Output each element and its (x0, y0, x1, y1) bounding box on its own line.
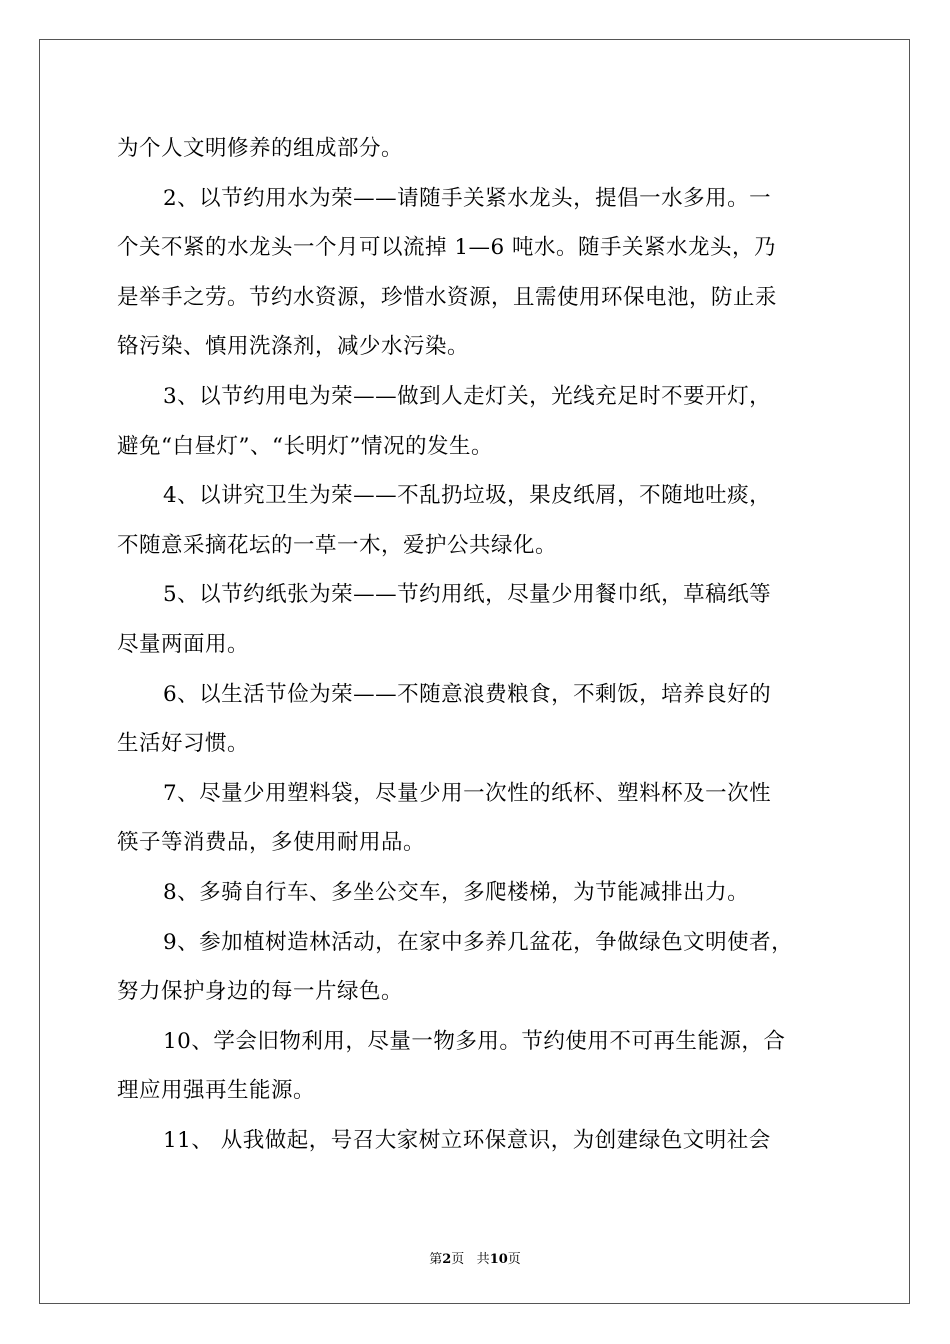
text-line: 2、以节约用水为荣——请随手关紧水龙头，提倡一水多用。一 (163, 185, 772, 211)
page-prefix: 第 (429, 1252, 443, 1267)
page-number: 2 (442, 1252, 452, 1267)
text-line: 理应用强再生能源。 (117, 1078, 316, 1104)
text-line: 3、以节约用电为荣——做到人走灯关，光线充足时不要开灯， (163, 383, 772, 409)
text-line: 5、以节约纸张为荣——节约用纸，尽量少用餐巾纸，草稿纸等 (163, 582, 772, 608)
total-pages: 10 (489, 1252, 508, 1267)
text-line: 8、多骑自行车、多坐公交车，多爬楼梯，为节能减排出力。 (163, 879, 750, 905)
text-line: 6、以生活节俭为荣——不随意浪费粮食，不剩饭，培养良好的 (163, 681, 772, 707)
text-line: 4、以讲究卫生为荣——不乱扔垃圾，果皮纸屑，不随地吐痰， (163, 483, 772, 509)
text-line: 11、 从我做起，号召大家树立环保意识，为创建绿色文明社会 (163, 1127, 771, 1153)
text-line: 不随意采摘花坛的一草一木，爱护公共绿化。 (117, 532, 558, 558)
text-line: 生活好习惯。 (117, 731, 250, 757)
text-line: 是举手之劳。节约水资源，珍惜水资源，且需使用环保电池，防止汞 (117, 284, 778, 310)
text-line: 铬污染、慎用洗涤剂，减少水污染。 (117, 334, 470, 360)
total-prefix: 共 (476, 1252, 490, 1267)
text-line: 7、尽量少用塑料袋，尽量少用一次性的纸杯、塑料杯及一次性 (163, 780, 772, 806)
page-footer (0, 1248, 950, 1267)
text-line: 为个人文明修养的组成部分。 (117, 136, 404, 161)
text-line: 10、学会旧物利用，尽量一物多用。节约使用不可再生能源，合 (163, 1028, 786, 1054)
page-suffix: 页 (451, 1252, 465, 1267)
text-line: 筷子等消费品，多使用耐用品。 (117, 830, 426, 856)
text-line: 个关不紧的水龙头一个月可以流掉 1—6 吨水。随手关紧水龙头，乃 (117, 235, 777, 261)
text-line: 努力保护身边的每一片绿色。 (117, 979, 404, 1005)
text-line: 避免“白昼灯”、“长明灯”情况的发生。 (117, 433, 493, 459)
total-suffix: 页 (507, 1252, 521, 1267)
document-body (117, 124, 837, 1165)
text-line: 尽量两面用。 (117, 631, 250, 657)
text-line: 9、参加植树造林活动，在家中多养几盆花，争做绿色文明使者， (163, 929, 794, 955)
